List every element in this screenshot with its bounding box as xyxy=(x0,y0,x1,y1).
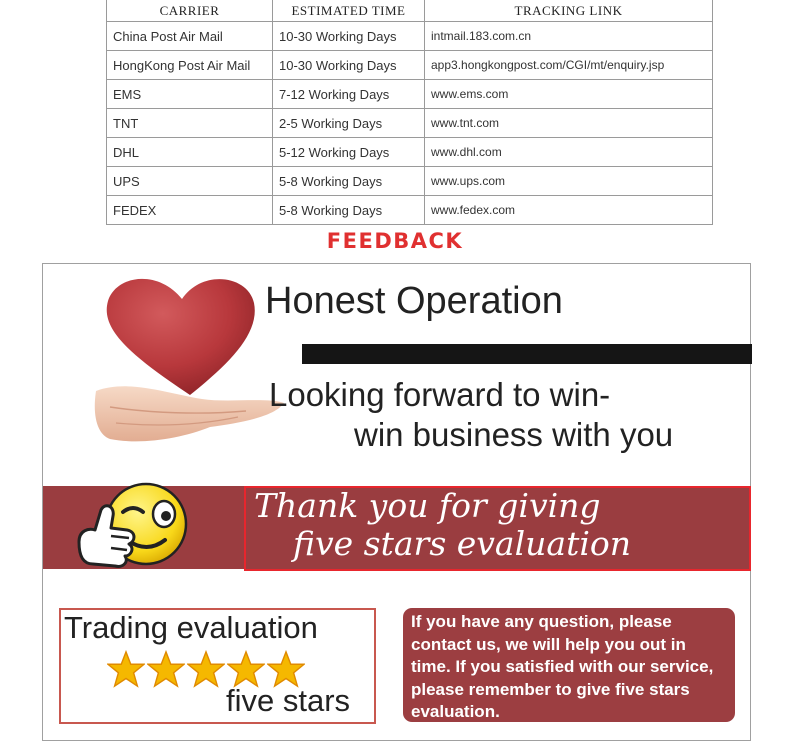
heading-honest-operation: Honest Operation xyxy=(265,280,563,322)
table-row xyxy=(107,196,713,225)
star-icon xyxy=(147,650,185,688)
carrier-cell: China Post Air Mail xyxy=(107,22,273,51)
divider-bar xyxy=(302,344,752,364)
time-cell: 5-12 Working Days xyxy=(273,138,425,167)
table-row xyxy=(107,51,713,80)
thanks-box xyxy=(244,486,751,571)
shipping-table xyxy=(106,0,713,225)
five-stars-caption: five stars xyxy=(226,683,351,718)
tracking-link[interactable]: www.dhl.com xyxy=(425,138,713,167)
feedback-banner xyxy=(42,263,751,741)
table-row xyxy=(107,109,713,138)
time-cell: 5-8 Working Days xyxy=(273,196,425,225)
table-row xyxy=(107,138,713,167)
thumbs-up-smiley-icon xyxy=(71,476,191,576)
tracking-link[interactable]: app3.hongkongpost.com/CGI/mt/enquiry.jsp xyxy=(425,51,713,80)
carrier-cell: EMS xyxy=(107,80,273,109)
table-header-row xyxy=(107,0,713,22)
time-cell: 7-12 Working Days xyxy=(273,80,425,109)
time-cell: 10-30 Working Days xyxy=(273,22,425,51)
heart-in-hand-icon xyxy=(70,267,288,463)
carrier-cell: HongKong Post Air Mail xyxy=(107,51,273,80)
trading-evaluation-title: Trading evaluation xyxy=(64,610,318,645)
star-icon xyxy=(107,650,145,688)
feedback-title: FEEDBACK xyxy=(326,229,464,253)
trading-evaluation-box xyxy=(59,608,376,724)
time-cell: 2-5 Working Days xyxy=(273,109,425,138)
tracking-link[interactable]: intmail.183.com.cn xyxy=(425,22,713,51)
thanks-line-2: five stars evaluation xyxy=(293,524,632,563)
time-cell: 5-8 Working Days xyxy=(273,167,425,196)
carrier-cell: UPS xyxy=(107,167,273,196)
subheading-line-2: win business with you xyxy=(354,416,674,453)
tracking-link[interactable]: www.tnt.com xyxy=(425,109,713,138)
carrier-cell: TNT xyxy=(107,109,273,138)
carrier-cell: DHL xyxy=(107,138,273,167)
tracking-link[interactable]: www.fedex.com xyxy=(425,196,713,225)
table-row xyxy=(107,22,713,51)
carrier-cell: FEDEX xyxy=(107,196,273,225)
contact-message-box xyxy=(403,608,735,722)
tracking-link[interactable]: www.ems.com xyxy=(425,80,713,109)
thanks-line-1: Thank you for giving xyxy=(254,486,601,525)
table-row xyxy=(107,80,713,109)
header-carrier: CARRIER xyxy=(107,0,273,22)
time-cell: 10-30 Working Days xyxy=(273,51,425,80)
header-estimated-time: ESTIMATED TIME xyxy=(273,0,425,22)
table-row xyxy=(107,167,713,196)
subheading-line-1: Looking forward to win- xyxy=(269,376,611,413)
tracking-link[interactable]: www.ups.com xyxy=(425,167,713,196)
header-tracking-link: TRACKING LINK xyxy=(425,0,713,22)
contact-message: If you have any question, please contact us, we will help you out in time. If you satisfied with our service, please remember to give five stars evaluation. xyxy=(411,612,714,722)
star-icon xyxy=(187,650,225,688)
